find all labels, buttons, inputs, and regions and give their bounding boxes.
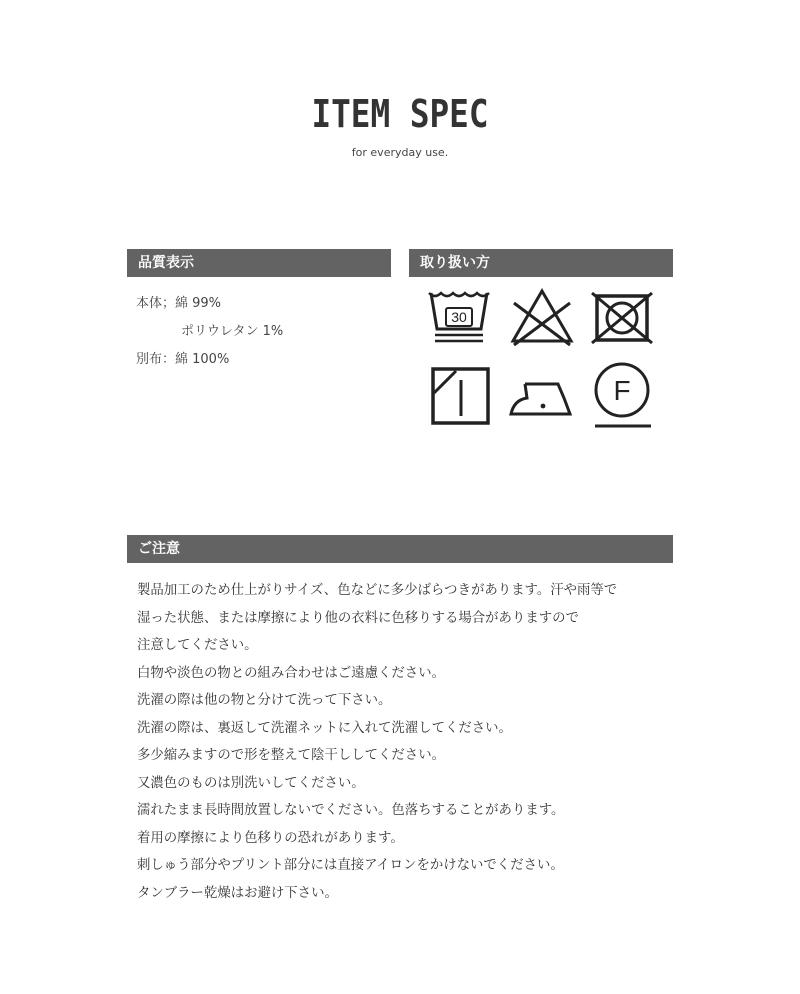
note-line: 着用の摩擦により色移りの恐れがあります。 — [137, 830, 404, 846]
note-line: 湿った状態、または摩擦により他の衣料に色移りする場合がありますので — [137, 610, 579, 626]
note-line: タンブラー乾燥はお避け下さい。 — [137, 885, 338, 901]
material-line-other: 別布：綿 100% — [136, 352, 230, 367]
note-line: 注意してください。 — [137, 638, 258, 653]
page-title: ITEM SPEC — [311, 92, 489, 136]
note-line: 製品加工のため仕上がりサイズ、色などに多少ばらつきがあります。汗や雨等で — [137, 583, 618, 598]
care-section-header: 取り扱い方 — [409, 249, 673, 277]
note-line: 多少縮みますので形を整えて陰干ししてください。 — [137, 748, 445, 763]
notes-section-header: ご注意 — [127, 535, 673, 563]
no-bleach-icon — [510, 287, 574, 347]
wash-temp-label: 30 — [451, 309, 467, 325]
dryclean-letter: F — [613, 375, 631, 406]
page-subtitle: for everyday use. — [351, 146, 449, 159]
note-line: 白物や淡色の物との組み合わせはご遠慮ください。 — [137, 665, 445, 681]
note-line: 濡れたまま長時間放置しないでください。色落ちすることがあります。 — [137, 803, 565, 818]
iron-low-icon — [508, 368, 576, 420]
note-line: 洗濯の際は、裏返して洗濯ネットに入れて洗濯してください。 — [137, 720, 512, 736]
material-line-body: 本体；綿 99% — [136, 296, 222, 311]
note-line: 刺しゅう部分やプリント部分には直接アイロンをかけないでください。 — [137, 858, 564, 873]
dryclean-f-gentle-icon — [591, 360, 655, 432]
note-line: 洗濯の際は他の物と分けて洗って下さい。 — [137, 693, 392, 708]
line-dry-shade-icon — [430, 366, 492, 426]
no-tumble-dry-icon — [590, 291, 654, 345]
material-line-body-2: ポリウレタン 1% — [181, 324, 284, 339]
wash-30-gentle-icon — [427, 289, 491, 345]
notes-list — [137, 577, 617, 907]
note-line: 又濃色のものは別洗いしてください。 — [137, 775, 365, 791]
quality-section-header: 品質表示 — [127, 249, 391, 277]
